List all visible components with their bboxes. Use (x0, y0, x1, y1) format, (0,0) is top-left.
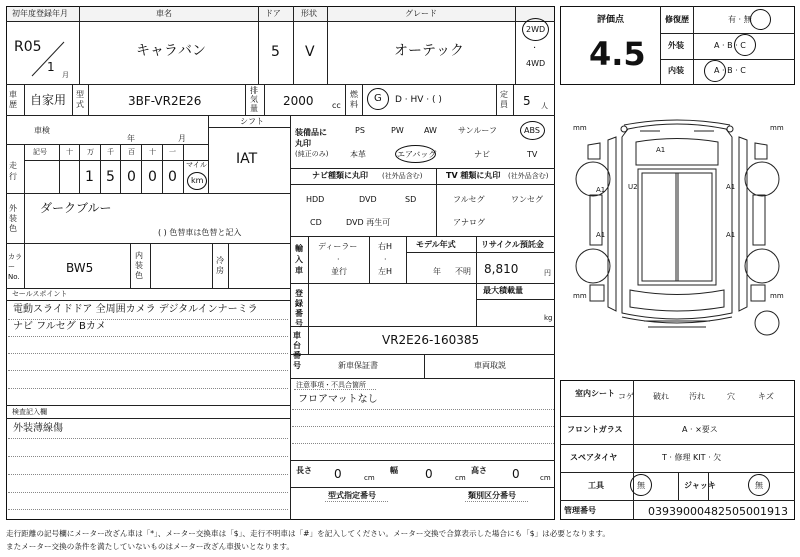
recycle-value: 8,810 (484, 262, 519, 276)
fuel-options: D · HV · ( ) (395, 95, 442, 105)
sales-point-line2: ナビ フルセグ Bカメ (13, 321, 106, 332)
diagram-mark: A1 (726, 183, 736, 191)
car-name-value: キャラバン (136, 43, 206, 59)
cooler-label: 冷房 (216, 256, 224, 275)
model-label: 型式 (76, 90, 84, 109)
color-no-value: BW5 (66, 261, 94, 275)
spare-options: T · 修理 KIT · 欠 (662, 453, 722, 462)
footer-note-2: またメーター交換の条件を満たしていないものはメーター改ざん車扱いとなります。 (6, 542, 294, 551)
width-label: 幅 (390, 466, 398, 475)
mileage-km: km (191, 176, 204, 185)
capacity-unit: 人 (541, 102, 548, 110)
seat-item: コゲ (618, 392, 634, 401)
navi-label: ナビ種類に丸印 (312, 171, 368, 180)
inspection-year: 年 (127, 134, 135, 143)
reg-date-label: 初年度登録年月 (12, 9, 68, 18)
shift-label: シフト (240, 117, 264, 126)
navi-sub: (社外品含む) (382, 172, 423, 180)
drive-4wd: 4WD (526, 59, 546, 68)
inspector-value: 外装薄線傷 (13, 423, 63, 434)
notes-value: フロアマットなし (298, 394, 378, 405)
mileage-digit: 0 (148, 169, 157, 185)
category-number-label: 類別区分番号 (468, 491, 516, 500)
handle-right: 右H (378, 242, 393, 251)
model-year-label: モデル年式 (416, 240, 456, 249)
tv-item: フルセグ (453, 195, 485, 204)
diagram-mark: A1 (596, 231, 606, 239)
use-label: 車歴 (9, 90, 17, 109)
exterior-label: 外装 (668, 41, 684, 50)
navi-item: DVD 再生可 (346, 218, 391, 227)
score-label: 評価点 (597, 15, 625, 25)
mileage-unit-5: 一 (169, 148, 176, 156)
interior-label: 内装 (668, 66, 684, 75)
navi-item: SD (405, 195, 417, 204)
displacement-value: 2000 (283, 94, 314, 108)
mileage-unit-1: 万 (87, 148, 94, 156)
management-label: 管理番号 (564, 506, 596, 515)
shift-value: IAT (236, 151, 258, 167)
equipment-item: 本革 (350, 150, 366, 159)
interior-color-label: 内装色 (135, 251, 143, 280)
mileage-digit: 0 (168, 169, 177, 185)
management-value: 03939000482505001913 (648, 505, 788, 518)
diagram-mark: A1 (726, 231, 736, 239)
equipment-item: AW (424, 126, 437, 135)
repair-none-circle (750, 9, 771, 30)
tv-sub: (社外品含む) (508, 172, 549, 180)
capacity-value: 5 (523, 94, 531, 108)
exterior-b-circle (734, 34, 756, 56)
inspector-label: 検査記入欄 (12, 408, 47, 416)
mileage-label: 走行 (9, 161, 17, 181)
capacity-label: 定員 (500, 90, 508, 109)
repair-options: 有 · 無 (728, 15, 752, 24)
shape-label: 形状 (301, 9, 317, 18)
diagram-mm: mm (573, 124, 587, 132)
displacement-label: 排気量 (250, 86, 258, 113)
drive-dot: · (533, 43, 537, 54)
equipment-item: ナビ (474, 150, 490, 159)
tools-label: 工具 (588, 481, 604, 490)
reg-month-value: 1 (47, 60, 55, 74)
diagram-mark: U2 (628, 183, 638, 191)
recycle-label: リサイクル預託金 (481, 240, 544, 249)
chassis-label: 車台番号 (293, 331, 301, 370)
tv-item: ワンセグ (511, 195, 543, 204)
tv-label: TV 種類に丸印 (446, 171, 501, 180)
use-value: 自家用 (30, 93, 67, 107)
notes-label: 注意事項・不具合箇所 (296, 381, 366, 389)
tools-value: 無 (637, 481, 645, 490)
windshield-label: フロントガラス (567, 425, 623, 434)
seat-item: 汚れ (689, 392, 705, 401)
diagram-mm: mm (770, 124, 784, 132)
color-note: ( ) 色替車は色替と記入 (158, 228, 242, 237)
equipment-item: エアバッグ (397, 150, 437, 159)
score-value: 4.5 (589, 35, 646, 73)
color-value: ダークブルー (40, 201, 112, 215)
inspection-month: 月 (178, 134, 186, 143)
navi-item: HDD (306, 195, 325, 204)
import-dealer: ディーラー (318, 242, 358, 251)
import-dot: · (337, 255, 340, 264)
shape-value: V (305, 44, 315, 60)
equipment-item: ABS (524, 126, 540, 135)
import-parallel: 並行 (331, 267, 347, 276)
car-name-label: 車名 (156, 9, 172, 18)
model-value: 3BF-VR2E26 (128, 94, 202, 108)
handle-left: 左H (378, 267, 393, 276)
import-label: 輸入車 (295, 244, 303, 275)
navi-item: DVD (359, 195, 377, 204)
color-label: 外装色 (9, 204, 17, 233)
interior-options: A · B · C (714, 66, 746, 75)
model-year-year: 年 (433, 267, 441, 276)
max-load-label: 最大積載量 (483, 286, 523, 295)
tv-item: アナログ (453, 218, 485, 227)
mileage-digit: 0 (127, 169, 136, 185)
mileage-digit: 1 (85, 169, 94, 185)
height-unit: cm (540, 474, 551, 482)
mileage-unit-0: 十 (66, 148, 73, 156)
width-value: 0 (425, 467, 433, 481)
inspection-label: 車検 (34, 126, 50, 135)
mileage-digit: 5 (106, 169, 115, 185)
interior-seat-label: 室内シート (575, 389, 615, 398)
fuel-label: 燃料 (350, 90, 358, 109)
jack-label: ジャッキ (684, 481, 716, 490)
door-label: ドア (265, 9, 281, 18)
interior-a-circle (704, 60, 726, 82)
spare-label: スペアタイヤ (570, 453, 618, 462)
diagram-mm: mm (573, 292, 587, 300)
equipment-label: 装備品に丸印 (295, 128, 327, 148)
manual-label: 車両取説 (474, 361, 506, 370)
equipment-item: PW (391, 126, 404, 135)
reg-number-label: 登録番号 (295, 289, 303, 328)
warranty-label: 新車保証書 (338, 361, 378, 370)
diagram-mark: A1 (596, 186, 606, 194)
diagram-mm: mm (770, 292, 784, 300)
equipment-item: TV (527, 150, 538, 159)
navi-item: CD (310, 218, 322, 227)
seat-item: キズ (758, 392, 774, 401)
equipment-item: サンルーフ (458, 126, 497, 135)
grade-value: オーテック (394, 43, 464, 59)
repair-label: 修復歴 (665, 15, 689, 24)
mileage-kigo-label: 記号 (33, 148, 47, 156)
mileage-unit-2: 千 (107, 148, 114, 156)
door-value: 5 (271, 44, 280, 60)
mileage-unit-3: 百 (128, 148, 135, 156)
reg-year-value: R05 (14, 39, 42, 55)
chassis-value: VR2E26-160385 (382, 333, 480, 347)
length-unit: cm (364, 474, 375, 482)
import-dot: · (384, 255, 387, 264)
grade-label: グレード (405, 9, 437, 18)
equipment-sublabel: (純正のみ) (295, 150, 329, 158)
width-unit: cm (455, 474, 466, 482)
diagram-mark: A1 (656, 146, 666, 154)
seat-item: 破れ (653, 392, 669, 401)
mileage-mile: マイル (186, 161, 207, 169)
footer-note-1: 走行距離の記号欄にメーター改ざん車は「*」、メーター交換車は「$」、走行不明車は「#」を記入してください。メーター交換で合算表示した場合にも「$」は必要となります。 (6, 529, 610, 538)
type-designation-label: 型式指定番号 (328, 491, 376, 500)
jack-value: 無 (755, 481, 763, 490)
recycle-unit: 円 (544, 269, 551, 277)
max-load-unit: kg (544, 314, 553, 322)
drive-2wd: 2WD (526, 25, 546, 34)
equipment-item: PS (355, 126, 365, 135)
seat-item: 穴 (727, 392, 735, 401)
length-value: 0 (334, 467, 342, 481)
windshield-options: A · ×要ス (682, 425, 718, 434)
color-no-label: カラーNo. (8, 253, 22, 281)
month-unit: 月 (62, 71, 69, 79)
exterior-options: A · B · C (714, 41, 746, 50)
height-label: 高さ (471, 466, 487, 475)
cc-unit: cc (332, 101, 341, 110)
fuel-g: G (374, 93, 382, 104)
sales-point-label: セールスポイント (12, 290, 68, 298)
sales-point-line1: 電動スライドドア 全周囲カメラ デジタルインナーミラ (13, 304, 258, 315)
mileage-unit-4: 十 (149, 148, 156, 156)
height-value: 0 (512, 467, 520, 481)
length-label: 長さ (296, 466, 312, 475)
model-year-unknown: 不明 (455, 267, 471, 276)
